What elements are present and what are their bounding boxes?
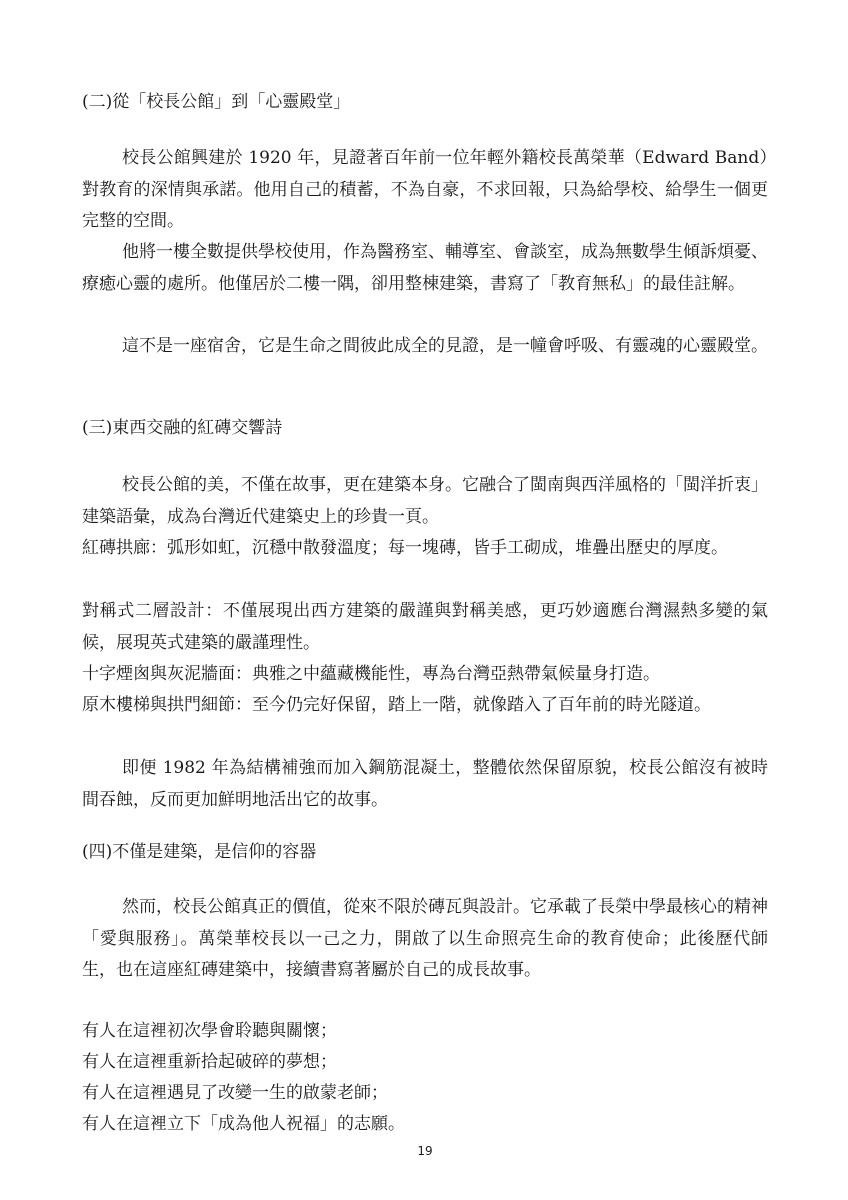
section-3-heading: (三)東西交融的紅磚交響詩 bbox=[82, 418, 283, 438]
section-3-item-symmetric-design: 對稱式二層設計：不僅展現出西方建築的嚴謹與對稱美感，更巧妙適應台灣濕熱多變的氣候，展現英式建築的嚴謹理性。 bbox=[82, 601, 768, 653]
section-3-item-wooden-stairs: 原木樓梯與拱門細節：至今仍完好保留，踏上一階，就像踏入了百年前的時光隧道。 bbox=[82, 695, 711, 715]
section-4-heading: (四)不僅是建築，是信仰的容器 bbox=[82, 842, 317, 862]
section-4-paragraph-1: 然而，校長公館真正的價值，從來不限於磚瓦與設計。它承載了長榮中學最核心的精神「愛與服務」。萬榮華校長以一己之力，開啟了以生命照亮生命的教育使命；此後歷代師生，也在這座紅磚建築中，接續書寫著屬於自己的成長故事。 bbox=[82, 897, 768, 980]
section-2-paragraph-3: 這不是一座宿舍，它是生命之間彼此成全的見證，是一幢會呼吸、有靈魂的心靈殿堂。 bbox=[122, 336, 768, 356]
section-2-heading: (二)從「校長公館」到「心靈殿堂」 bbox=[82, 92, 351, 112]
section-2-paragraph-1: 校長公館興建於 1920 年，見證著百年前一位年輕外籍校長萬榮華（Edward Band）對教育的深情與承諾。他用自己的積蓄，不為自豪，不求回報，只為給學校、給學生一個更完整的空間。 bbox=[82, 148, 768, 231]
document-page bbox=[82, 0, 768, 1200]
section-4-line-4: 有人在這裡立下「成為他人祝福」的志願。 bbox=[82, 1114, 405, 1134]
section-2-paragraph-2: 他將一樓全數提供學校使用，作為醫務室、輔導室、會談室，成為無數學生傾訴煩憂、療癒心靈的處所。他僅居於二樓一隅，卻用整棟建築，書寫了「教育無私」的最佳註解。 bbox=[82, 242, 768, 294]
section-3-item-brick-arcade: 紅磚拱廊：弧形如虹，沉穩中散發溫度；每一塊磚，皆手工砌成，堆疊出歷史的厚度。 bbox=[82, 538, 728, 558]
section-4-line-2: 有人在這裡重新拾起破碎的夢想； bbox=[82, 1052, 337, 1072]
section-3-item-chimney-walls: 十字煙囪與灰泥牆面：典雅之中蘊藏機能性，專為台灣亞熱帶氣候量身打造。 bbox=[82, 664, 660, 684]
page-number: 19 bbox=[417, 1144, 433, 1158]
section-3-paragraph-1: 校長公館的美，不僅在故事，更在建築本身。它融合了閩南與西洋風格的「閩洋折衷」建築語彙，成為台灣近代建築史上的珍貴一頁。 bbox=[82, 475, 768, 527]
section-3-paragraph-closing: 即便 1982 年為結構補強而加入鋼筋混凝土，整體依然保留原貌，校長公館沒有被時間吞蝕，反而更加鮮明地活出它的故事。 bbox=[82, 758, 768, 810]
section-4-line-1: 有人在這裡初次學會聆聽與關懷； bbox=[82, 1021, 337, 1041]
section-4-line-3: 有人在這裡遇見了改變一生的啟蒙老師； bbox=[82, 1083, 388, 1103]
